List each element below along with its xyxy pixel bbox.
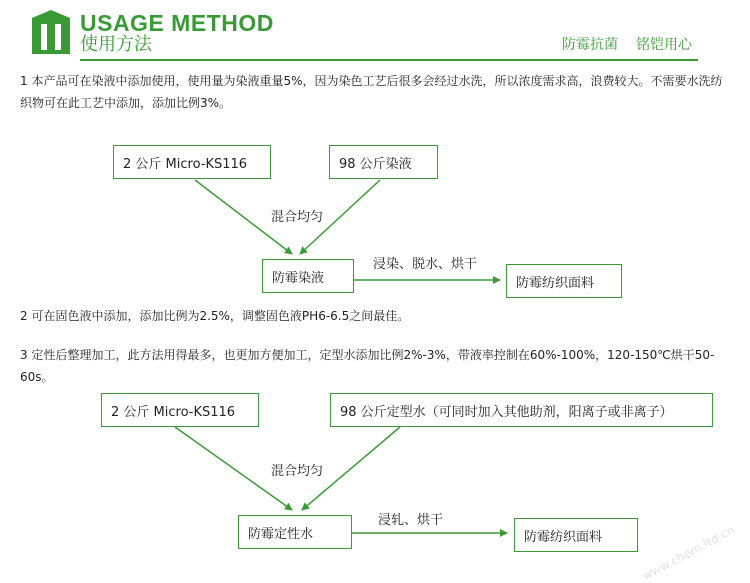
flow2-input-a: 2 公斤 Micro-KS116: [101, 393, 259, 427]
flow2-output: 防霉纺织面料: [514, 518, 638, 552]
flow2-input-b: 98 公斤定型水（可同时加入其他助剂，阳离子或非离子）: [330, 393, 713, 427]
flow1-middle: 防霉染液: [262, 259, 354, 293]
header-title-cn: 使用方法: [80, 34, 152, 55]
flow2-middle: 防霉定性水: [238, 515, 352, 549]
flow1-input-b: 98 公斤染液: [329, 145, 438, 179]
header-title-en: USAGE METHOD: [80, 10, 274, 36]
flow2-mix-label: 混合均匀: [271, 464, 324, 479]
paragraph-2: 2 可在固色液中添加，添加比例为2.5%，调整固色液PH6-6.5之间最佳。: [20, 309, 410, 323]
paragraph-3: 3 定性后整理加工，此方法用得最多，也更加方便加工，定型水添加比例2%-3%，带液率控制在60%-100%，120-150℃烘干50-60s。: [20, 348, 715, 384]
flow2-process-label: 浸轧、烘干: [378, 513, 444, 528]
slogan-2: 铭铠用心: [636, 37, 692, 53]
watermark: www.chem.ltd.cn: [639, 522, 738, 583]
flow1-output: 防霉纺织面料: [506, 264, 622, 298]
flow1-mix-label: 混合均匀: [271, 210, 324, 225]
flow1-process-label: 浸染、脱水、烘干: [373, 257, 478, 272]
slogan-1: 防霉抗菌: [562, 37, 618, 53]
flow1-input-a: 2 公斤 Micro-KS116: [113, 145, 271, 179]
paragraph-1: 1 本产品可在染液中添加使用，使用量为染液重量5%，因为染色工艺后很多会经过水洗，所以浓度需求高，浪费较大。不需要水洗纺织物可在此工艺中添加，添加比例3%。: [20, 74, 723, 110]
